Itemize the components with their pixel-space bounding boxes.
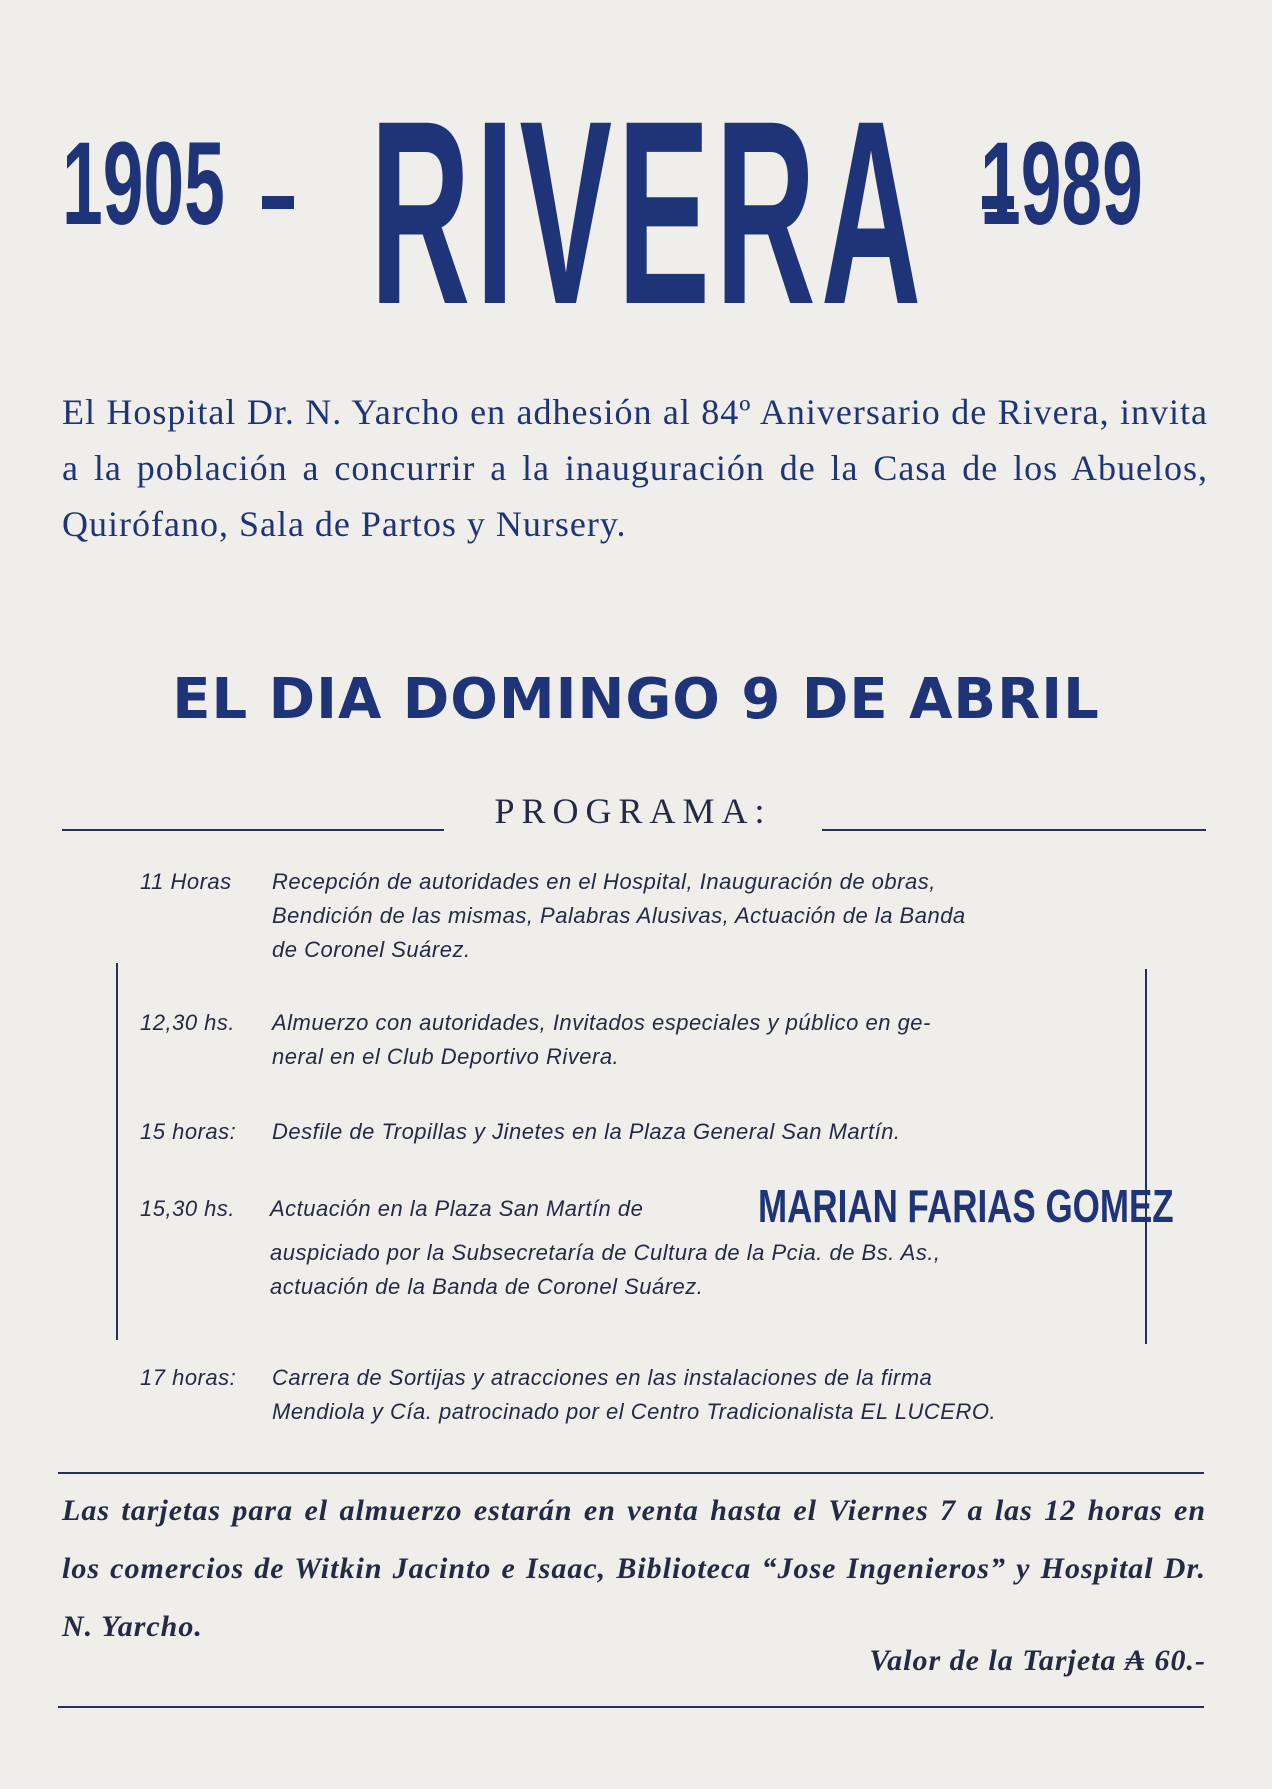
tickets-note: Las tarjetas para el almuerzo estarán en venta hasta el Viernes 7 a las 12 horas en los comercios de Witkin Jacinto e Isaac, Biblioteca “Jose Ingenieros” y Hospital Dr. N. Yarcho. [62, 1494, 1206, 1643]
program-time: 15,30 hs. [140, 1196, 236, 1221]
featured-artist: MARIAN FARIAS GOMEZ [758, 1180, 1174, 1232]
program-line: de Coronel Suárez. [272, 937, 471, 962]
year-start: 1905 [62, 118, 225, 250]
programa-heading: PROGRAMA: [494, 791, 772, 831]
program-line: auspiciado por la Subsecretaría de Cultura de la Pcia. de Bs. As., [270, 1240, 941, 1265]
program-description [272, 1361, 1247, 1429]
ticket-price: Valor de la Tarjeta ₳ 60.- [869, 1644, 1206, 1677]
date-heading: EL DIA DOMINGO 9 DE ABRIL [172, 667, 1100, 732]
year-end: 1989 [980, 118, 1143, 250]
programa-rule-right [822, 829, 1206, 831]
program-description [272, 1115, 1247, 1149]
program-line: Carrera de Sortijas y atracciones en las instalaciones de la firma [272, 1365, 933, 1390]
poster-title: RIVERA [370, 66, 927, 359]
program-line: Bendición de las mismas, Palabras Alusivas, Actuación de la Banda [272, 903, 966, 928]
program-line: Desfile de Tropillas y Jinetes en la Plaza General San Martín. [272, 1119, 901, 1144]
program-description [272, 865, 1247, 967]
divider-bottom [58, 1706, 1204, 1708]
intro-paragraph: El Hospital Dr. N. Yarcho en adhesión al 84º Aniversario de Rivera, invita a la población a concurrir a la inauguración de la Casa de los Abuelos, Quirófano, Sala de Partos y Nursery. [62, 392, 1208, 544]
side-rule-left [116, 963, 118, 1340]
program-line: neral en el Club Deportivo Rivera. [272, 1044, 620, 1069]
header-dash-left [262, 196, 294, 209]
program-time: 17 horas: [140, 1365, 237, 1390]
program-time: 12,30 hs. [140, 1010, 236, 1035]
program-time: 15 horas: [140, 1119, 237, 1144]
program-line: Actuación en la Plaza San Martín de [270, 1196, 644, 1221]
programa-rule-left [62, 829, 444, 831]
program-time: 11 Horas [140, 869, 232, 894]
program-line: Mendiola y Cía. patrocinado por el Centro Tradicionalista EL LUCERO. [272, 1399, 997, 1424]
program-description [272, 1006, 1247, 1074]
program-line: actuación de la Banda de Coronel Suárez. [270, 1274, 704, 1299]
program-line: Almuerzo con autoridades, Invitados especiales y público en ge- [272, 1010, 931, 1035]
program-line: Recepción de autoridades en el Hospital, Inauguración de obras, [272, 869, 936, 894]
divider-top [58, 1472, 1204, 1474]
